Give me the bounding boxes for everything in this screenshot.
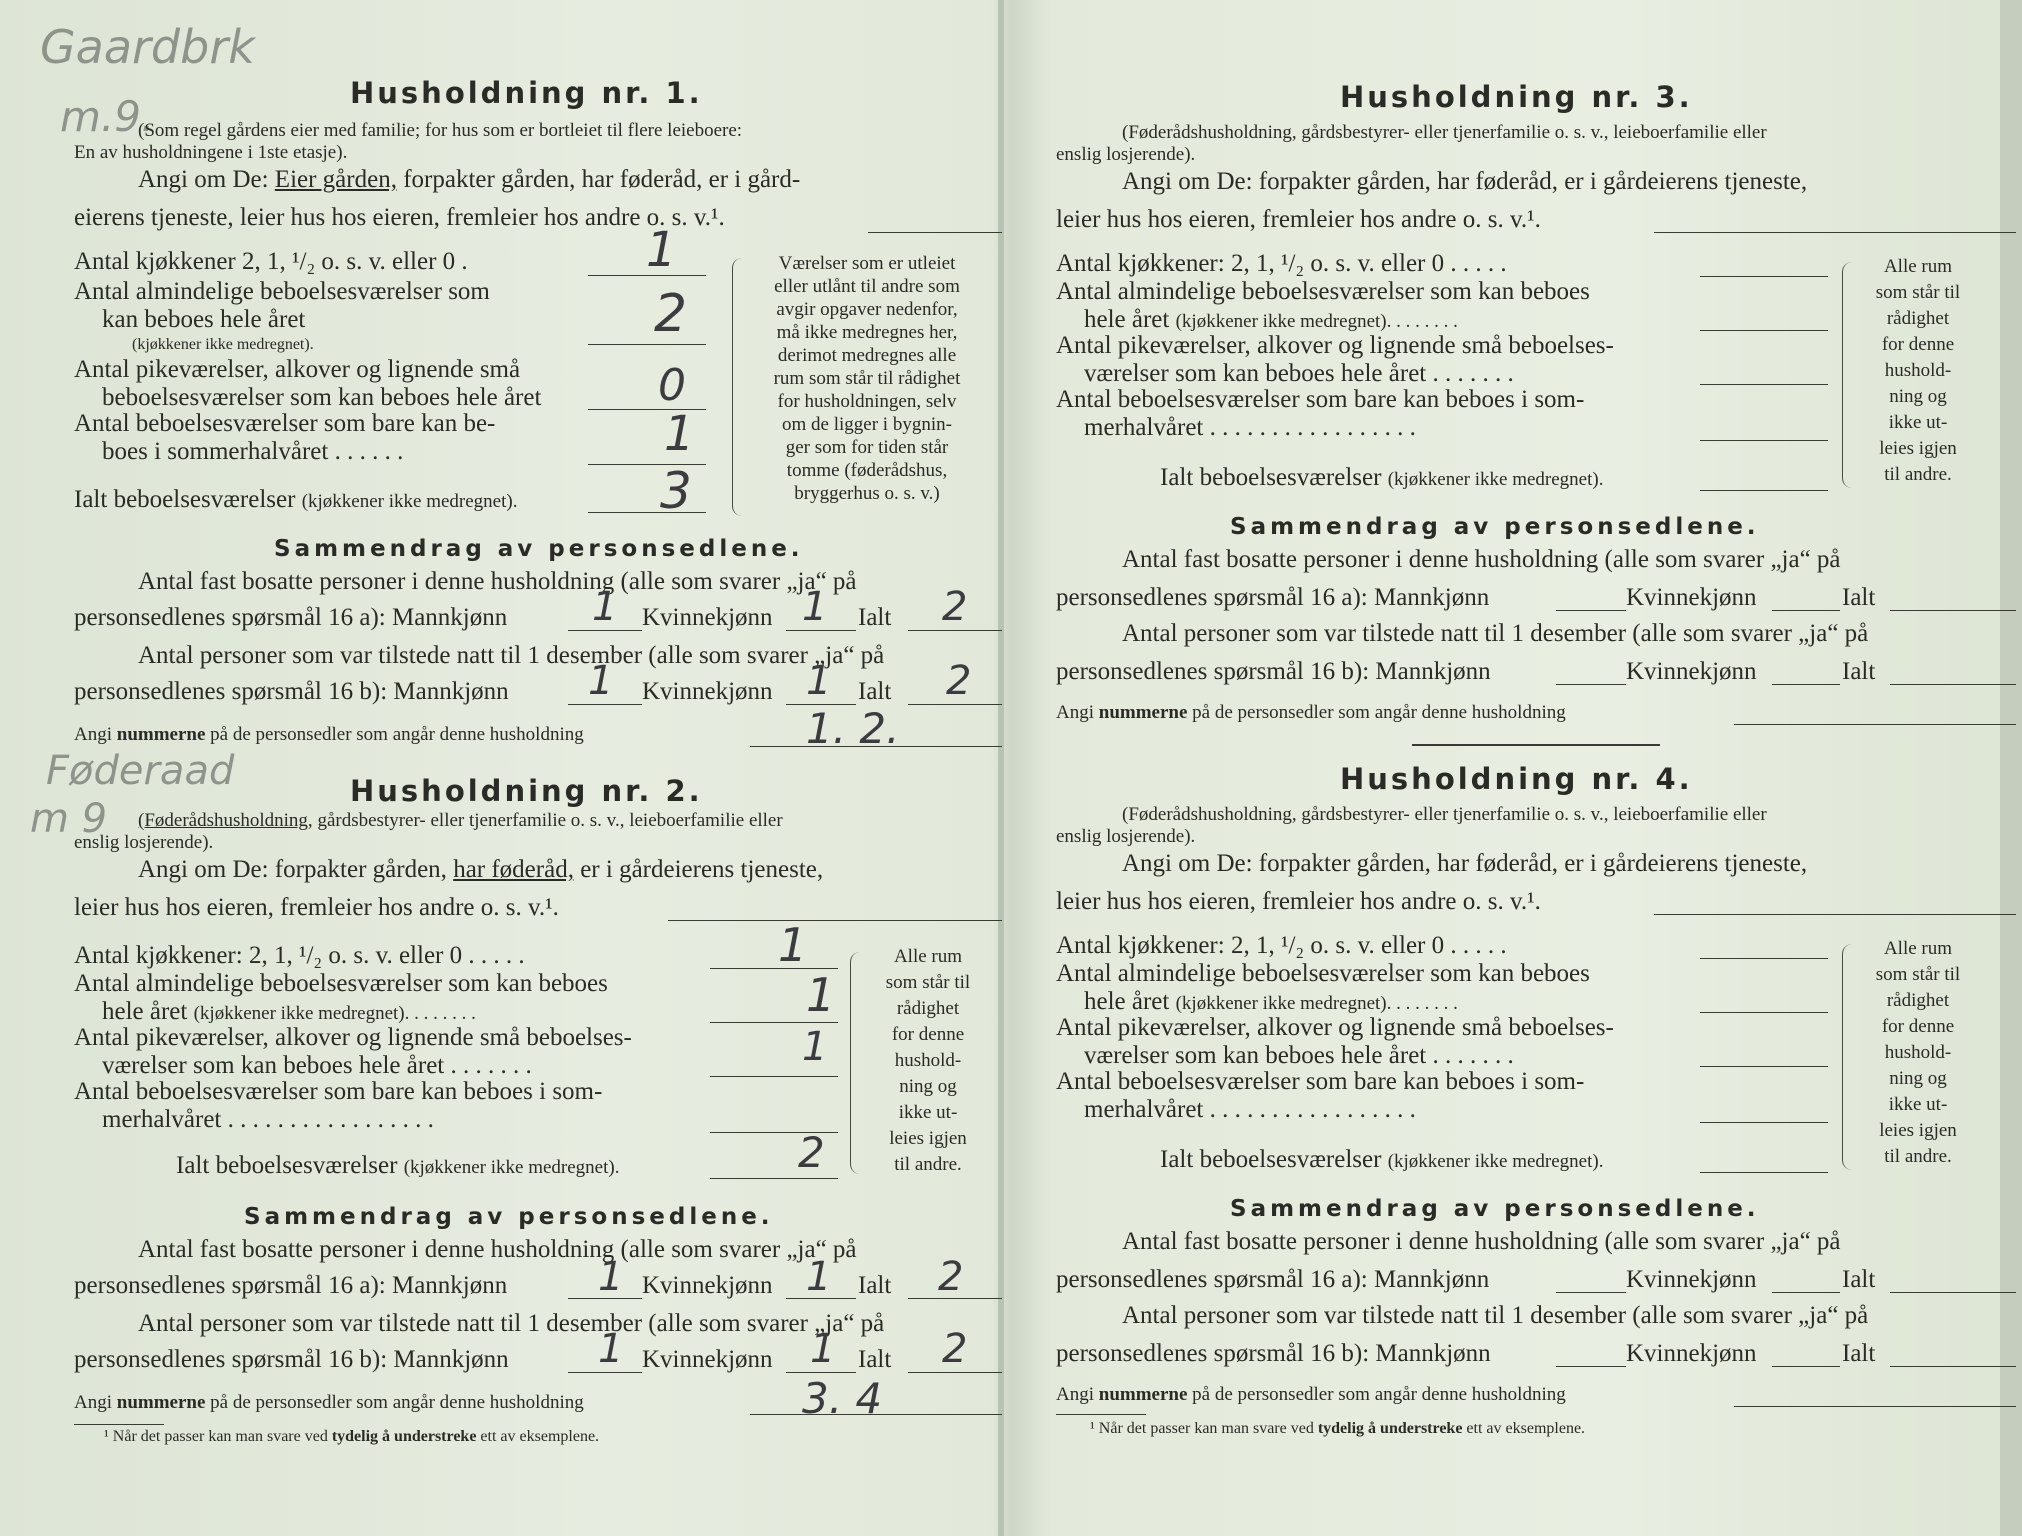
h4-summary-b-2: personsedlenes spørsmål 16 b): Mannkjønn	[1056, 1340, 1491, 1367]
h2-kjokken-value: 1	[778, 918, 808, 972]
h1-ialt-b: Ialt	[858, 678, 892, 705]
h4-ialt-text: Ialt beboelsesværelser	[1160, 1146, 1382, 1173]
h4-ialt-sub: (kjøkkener ikke medregnet).	[1387, 1151, 1604, 1172]
h3-note-line: Alle rum	[1883, 256, 1953, 277]
h2-ialt-sub: (kjøkkener ikke medregnet).	[403, 1157, 620, 1178]
h3-ialt-a: Ialt	[1842, 584, 1876, 611]
h2-kvinne-a-value: 1	[806, 1254, 832, 1300]
h3-summary-b-1: Antal personer som var tilstede natt til 1 desember (alle som svarer „ja“ på	[1122, 620, 1869, 647]
h1-pike-label-1: Antal pikeværelser, alkover og lignende små	[74, 356, 521, 383]
h3-note-line: rådighet	[1886, 308, 1950, 329]
h2-note-line: ning og	[899, 1076, 957, 1097]
h1-m-a-rule	[568, 630, 642, 631]
h3-i-a-rule	[1890, 610, 2016, 611]
h3-sommer-rule	[1700, 440, 1828, 441]
h2-sommer-label-2: merhalvåret . . . . . . . . . . . . . . . . .	[102, 1106, 434, 1133]
h4-ialt-rule	[1700, 1172, 1828, 1173]
h4-k-b-rule	[1772, 1366, 1840, 1367]
h4-note-line: ning og	[1889, 1068, 1947, 1089]
h2-m-b-rule	[568, 1372, 642, 1373]
h2-note-line: for denne	[891, 1024, 965, 1045]
margin-note-m9-1: m.9.	[60, 92, 155, 141]
h1-intro-2: En av husholdningene i 1ste etasje).	[74, 142, 348, 163]
h2-note-line: rådighet	[896, 998, 960, 1019]
h3-summary-b-2: personsedlenes spørsmål 16 b): Mannkjønn	[1056, 658, 1491, 685]
h1-ialt-value: 3	[660, 462, 692, 520]
h1-summary-a-2: personsedlenes spørsmål 16 a): Mannkjønn	[74, 604, 508, 631]
h1-sommer-label-2: boes i sommerhalvåret . . . . . .	[102, 438, 404, 465]
h3-note-line: som står til	[1875, 282, 1961, 303]
h4-num-bold: nummerne	[1098, 1384, 1188, 1405]
h1-angi-line-rule	[868, 232, 1002, 233]
h3-angi-line-1: Angi om De: forpakter gården, har føderåd, er i gårdeierens tjeneste,	[1122, 168, 1808, 195]
h2-mann-b-value: 1	[598, 1326, 624, 1372]
h1-alm-value: 2	[654, 284, 688, 344]
h3-alm-sub: (kjøkkener ikke medregnet). . . . . . . .	[1175, 311, 1458, 332]
h1-note-line: tomme (føderådshus,	[786, 460, 948, 481]
h1-intro-1: (Som regel gårdens eier med familie; for hus som er bortleiet til flere leieboere:	[138, 120, 743, 141]
h2-note-line: som står til	[885, 972, 971, 993]
h4-alm-helearet: hele året	[1084, 988, 1170, 1015]
h1-summary-b-2: personsedlenes spørsmål 16 b): Mannkjønn	[74, 678, 509, 705]
h1-note-line: rum som står til rådighet	[773, 368, 961, 389]
h4-fn-a: ¹ Når det passer kan man svare ved	[1090, 1420, 1314, 1437]
h4-angi-rule	[1654, 914, 2016, 915]
h4-note-line: som står til	[1875, 964, 1961, 985]
h3-kv-b: Kvinnekjønn	[1626, 658, 1757, 685]
h3-num-rest: på de personsedler som angår denne husholdning	[1192, 702, 1566, 723]
h4-ialt-b: Ialt	[1842, 1340, 1876, 1367]
h2-kjokken-label: Antal kjøkkener: 2, 1, ¹/₂ o. s. v. eller 0 . . . . .	[74, 942, 525, 969]
h3-note-line: leies igjen	[1879, 438, 1957, 459]
h4-summary-title: Sammendrag av personsedlene.	[1230, 1196, 1760, 1222]
h3-title: Husholdning nr. 3.	[1340, 80, 1693, 114]
h1-pike-value: 0	[658, 360, 686, 411]
h4-sommer-rule	[1700, 1122, 1828, 1123]
h4-kv-a: Kvinnekjønn	[1626, 1266, 1757, 1293]
margin-note-m9-2: m 9	[30, 796, 108, 842]
h2-ialt-b-value: 2	[942, 1326, 968, 1372]
h1-note	[742, 252, 992, 505]
h3-m-b-rule	[1556, 684, 1626, 685]
h4-alm-label-1: Antal almindelige beboelsesværelser som kan beboes	[1056, 960, 1590, 987]
h1-kv-b: Kvinnekjønn	[642, 678, 773, 705]
h3-alm-label-2	[1084, 306, 1458, 334]
h1-note-line: derimot medregnes alle	[777, 345, 957, 366]
h3-alm-label-1: Antal almindelige beboelsesværelser som kan beboes	[1056, 278, 1590, 305]
h1-note-line: bryggerhus o. s. v.)	[794, 483, 940, 504]
h4-kjokken-label: Antal kjøkkener: 2, 1, ¹/₂ o. s. v. eller 0 . . . . .	[1056, 932, 1507, 959]
h2-angi-foderad: har føderåd,	[453, 856, 574, 883]
h3-note-line: for denne	[1881, 334, 1955, 355]
h2-fn-c: ett av eksemplene.	[480, 1428, 600, 1445]
h1-alm-label-1: Antal almindelige beboelsesværelser som	[74, 278, 490, 305]
h2-intro-rest: gårdsbestyrer- eller tjenerfamilie o. s. v., leieboerfamilie eller	[317, 810, 783, 831]
h3-k-b-rule	[1772, 684, 1840, 685]
h2-ialt-rule	[710, 1178, 838, 1179]
h2-fn-a: ¹ Når det passer kan man svare ved	[104, 1428, 328, 1445]
h2-summary-a-1: Antal fast bosatte personer i denne husholdning (alle som svarer „ja“ på	[138, 1236, 857, 1263]
h4-num-angi: Angi	[1056, 1384, 1094, 1405]
h2-note-line: hushold-	[894, 1050, 962, 1071]
h3-pike-rule	[1700, 384, 1828, 385]
h3-alm-rule	[1700, 330, 1828, 331]
h2-num-bold: nummerne	[116, 1392, 206, 1413]
h1-num-rest: på de personsedler som angår denne husholdning	[210, 724, 584, 745]
h1-pike-label-2: beboelsesværelser som kan beboes hele året	[102, 384, 542, 411]
h2-ialt-label	[176, 1152, 619, 1180]
h3-summary-title: Sammendrag av personsedlene.	[1230, 514, 1760, 540]
h4-kv-b: Kvinnekjønn	[1626, 1340, 1757, 1367]
h2-k-b-rule	[786, 1372, 856, 1373]
h3-note	[1848, 254, 1988, 488]
h4-kjokken-rule	[1700, 958, 1828, 959]
h4-nummerne-label	[1056, 1384, 1566, 1406]
h4-m-a-rule	[1556, 1292, 1626, 1293]
h4-footnote	[1090, 1420, 1585, 1438]
h1-ialt-text: Ialt beboelsesværelser	[74, 486, 296, 513]
h1-m-b-rule	[568, 704, 642, 705]
h2-note-line: til andre.	[894, 1154, 962, 1175]
h4-note	[1848, 936, 1988, 1170]
h1-sommer-label-1: Antal beboelsesværelser som bare kan be-	[74, 410, 496, 437]
h1-kvinne-a-value: 1	[802, 584, 828, 630]
h1-note-line: eller utlånt til andre som	[774, 276, 960, 297]
h4-note-line: hushold-	[1884, 1042, 1952, 1063]
h2-angi-rule	[668, 920, 1002, 921]
h1-alm-label-2: kan beboes hele året	[102, 306, 306, 333]
h4-intro-2: enslig losjerende).	[1056, 826, 1196, 847]
h1-mann-b-value: 1	[588, 658, 614, 704]
h4-title: Husholdning nr. 4.	[1340, 762, 1693, 796]
h3-note-line: til andre.	[1884, 464, 1952, 485]
h1-ialt-sub: (kjøkkener ikke medregnet).	[301, 491, 518, 512]
h1-num-angi: Angi	[74, 724, 112, 745]
h4-note-line: leies igjen	[1879, 1120, 1957, 1141]
h3-ialt-text: Ialt beboelsesværelser	[1160, 464, 1382, 491]
h4-i-b-rule	[1890, 1366, 2016, 1367]
h2-pike-label-1: Antal pikeværelser, alkover og lignende små beboelses-	[74, 1024, 632, 1051]
h2-kv-b: Kvinnekjønn	[642, 1346, 773, 1373]
h1-angi-line-2: eierens tjeneste, leier hus hos eieren, fremleier hos andre o. s. v.¹.	[74, 204, 725, 231]
h1-nummerne-label	[74, 724, 584, 746]
h2-angi-line-1	[138, 856, 823, 884]
h2-angi-a: Angi om De: forpakter gården,	[138, 856, 447, 883]
h3-pike-label-1: Antal pikeværelser, alkover og lignende små beboelses-	[1056, 332, 1614, 359]
h2-alm-rule	[710, 1022, 838, 1023]
h3-kjokken-rule	[1700, 276, 1828, 277]
h4-fn-b: tydelig å understreke	[1317, 1420, 1463, 1437]
section-divider	[1412, 744, 1660, 746]
h1-note-line: Værelser som er utleiet	[778, 253, 956, 274]
h2-summary-b-2: personsedlenes spørsmål 16 b): Mannkjønn	[74, 1346, 509, 1373]
h3-nummerne-label	[1056, 702, 1566, 724]
h4-note-line: rådighet	[1886, 990, 1950, 1011]
h3-intro-2: enslig losjerende).	[1056, 144, 1196, 165]
h2-note-line: leies igjen	[889, 1128, 967, 1149]
h2-pike-label-2: værelser som kan beboes hele året . . . . . . .	[102, 1052, 532, 1079]
h2-footnote	[104, 1428, 599, 1446]
h2-intro-underlined: (Føderådshusholdning,	[138, 810, 313, 831]
h3-angi-line-2: leier hus hos eieren, fremleier hos andre o. s. v.¹.	[1056, 206, 1541, 233]
h3-note-line: ikke ut-	[1888, 412, 1948, 433]
h2-ialt-value: 2	[798, 1128, 825, 1177]
h3-ialt-b: Ialt	[1842, 658, 1876, 685]
h2-num-angi: Angi	[74, 1392, 112, 1413]
h1-alm-label-3: (kjøkkener ikke medregnet).	[132, 336, 314, 353]
h1-note-line: må ikke medregnes her,	[776, 322, 958, 343]
h1-title: Husholdning nr. 1.	[350, 76, 703, 110]
h4-summary-b-1: Antal personer som var tilstede natt til 1 desember (alle som svarer „ja“ på	[1122, 1302, 1869, 1329]
h1-numbers-value: 1. 2.	[806, 704, 900, 753]
h3-note-line: ning og	[1889, 386, 1947, 407]
h2-summary-a-2: personsedlenes spørsmål 16 a): Mannkjønn	[74, 1272, 508, 1299]
h2-nummerne-label	[74, 1392, 584, 1414]
h3-i-b-rule	[1890, 684, 2016, 685]
h3-kjokken-label: Antal kjøkkener: 2, 1, ¹/₂ o. s. v. eller 0 . . . . .	[1056, 250, 1507, 277]
h2-alm-value: 1	[806, 968, 836, 1022]
h2-alm-helearet: hele året	[102, 998, 188, 1025]
h3-sommer-label-1: Antal beboelsesværelser som bare kan beboes i som-	[1056, 386, 1585, 413]
h1-summary-a-1: Antal fast bosatte personer i denne husholdning (alle som svarer „ja“ på	[138, 568, 857, 595]
h4-numbers-rule	[1734, 1406, 2016, 1407]
h1-angi-rest: forpakter gården, har føderåd, er i gård-	[403, 166, 801, 193]
h4-alm-label-2	[1084, 988, 1458, 1016]
h2-fn-b: tydelig å understreke	[331, 1428, 477, 1445]
h4-fn-c: ett av eksemplene.	[1466, 1420, 1586, 1437]
h2-alm-label-1: Antal almindelige beboelsesværelser som kan beboes	[74, 970, 608, 997]
h2-alm-sub: (kjøkkener ikke medregnet). . . . . . . .	[193, 1003, 476, 1024]
h4-ialt-label	[1160, 1146, 1603, 1174]
h2-mann-a-value: 1	[598, 1254, 624, 1300]
h4-alm-sub: (kjøkkener ikke medregnet). . . . . . . .	[1175, 993, 1458, 1014]
h4-pike-label-1: Antal pikeværelser, alkover og lignende små beboelses-	[1056, 1014, 1614, 1041]
h4-pike-rule	[1700, 1066, 1828, 1067]
h1-angi-line-1	[138, 166, 800, 194]
h2-kvinne-b-value: 1	[810, 1326, 836, 1372]
h1-ialt-b-value: 2	[946, 658, 972, 704]
h3-pike-label-2: værelser som kan beboes hele året . . . . . . .	[1084, 360, 1514, 387]
h4-note-line: Alle rum	[1883, 938, 1953, 959]
h2-summary-title: Sammendrag av personsedlene.	[244, 1204, 774, 1230]
h2-footnote-rule	[74, 1424, 164, 1425]
h2-alm-label-2	[102, 998, 476, 1026]
h4-note-line: for denne	[1881, 1016, 1955, 1037]
h3-ialt-label	[1160, 464, 1603, 492]
h4-m-b-rule	[1556, 1366, 1626, 1367]
h2-kv-a: Kvinnekjønn	[642, 1272, 773, 1299]
h1-kvinne-b-value: 1	[806, 658, 832, 704]
h1-k-a-rule	[786, 630, 856, 631]
h4-angi-line-1: Angi om De: forpakter gården, har føderåd, er i gårdeierens tjeneste,	[1122, 850, 1808, 877]
h1-note-line: avgir opgaver nedenfor,	[776, 299, 958, 320]
h1-note-line: ger som for tiden står	[785, 437, 949, 458]
h2-ialt-b: Ialt	[858, 1346, 892, 1373]
h2-pike-rule	[710, 1076, 838, 1077]
h3-numbers-rule	[1734, 724, 2016, 725]
h4-num-rest: på de personsedler som angår denne husholdning	[1192, 1384, 1566, 1405]
h1-summary-b-1: Antal personer som var tilstede natt til 1 desember (alle som svarer „ja“ på	[138, 642, 885, 669]
h4-alm-rule	[1700, 1012, 1828, 1013]
h4-sommer-label-2: merhalvåret . . . . . . . . . . . . . . . . .	[1084, 1096, 1416, 1123]
h4-note-line: ikke ut-	[1888, 1094, 1948, 1115]
h1-ialt-label	[74, 486, 517, 514]
h4-sommer-label-1: Antal beboelsesværelser som bare kan beboes i som-	[1056, 1068, 1585, 1095]
h2-note-line: ikke ut-	[898, 1102, 958, 1123]
h4-note-line: til andre.	[1884, 1146, 1952, 1167]
h4-k-a-rule	[1772, 1292, 1840, 1293]
h2-pike-value: 1	[802, 1024, 828, 1070]
h2-summary-b-1: Antal personer som var tilstede natt til 1 desember (alle som svarer „ja“ på	[138, 1310, 885, 1337]
h4-summary-a-1: Antal fast bosatte personer i denne husholdning (alle som svarer „ja“ på	[1122, 1228, 1841, 1255]
h1-note-line: om de ligger i bygnin-	[782, 414, 952, 435]
margin-note-foderaad: Føderaad	[46, 748, 235, 794]
h4-intro-1: (Føderådshusholdning, gårdsbestyrer- eller tjenerfamilie o. s. v., leieboerfamilie eller	[1122, 804, 1767, 825]
h1-kv-a: Kvinnekjønn	[642, 604, 773, 631]
h4-i-a-rule	[1890, 1292, 2016, 1293]
h1-summary-title: Sammendrag av personsedlene.	[274, 536, 804, 562]
h2-intro-2: enslig losjerende).	[74, 832, 214, 853]
h2-note	[858, 944, 998, 1178]
h2-intro-1	[138, 810, 783, 832]
h3-ialt-sub: (kjøkkener ikke medregnet).	[1387, 469, 1604, 490]
right-page	[1056, 0, 2016, 1536]
h3-kv-a: Kvinnekjønn	[1626, 584, 1757, 611]
h1-i-a-rule	[908, 630, 1002, 631]
h1-i-b-rule	[908, 704, 1002, 705]
h4-ialt-a: Ialt	[1842, 1266, 1876, 1293]
h4-pike-label-2: værelser som kan beboes hele året . . . . . . .	[1084, 1042, 1514, 1069]
h3-m-a-rule	[1556, 610, 1626, 611]
h1-alm-rule	[588, 344, 706, 345]
h1-angi-eier: Eier gården,	[274, 166, 397, 193]
h2-ialt-a-value: 2	[938, 1254, 964, 1300]
h3-ialt-rule	[1700, 490, 1828, 491]
h2-ialt-a: Ialt	[858, 1272, 892, 1299]
h1-ialt-a: Ialt	[858, 604, 892, 631]
h4-angi-line-2: leier hus hos eieren, fremleier hos andre o. s. v.¹.	[1056, 888, 1541, 915]
h3-num-bold: nummerne	[1098, 702, 1188, 723]
h2-note-line: Alle rum	[893, 946, 963, 967]
h1-angi-prefix: Angi om De:	[138, 166, 269, 193]
h3-sommer-label-2: merhalvåret . . . . . . . . . . . . . . . . .	[1084, 414, 1416, 441]
h1-ialt-a-value: 2	[942, 584, 968, 630]
h2-angi-line-2: leier hus hos eieren, fremleier hos andre o. s. v.¹.	[74, 894, 559, 921]
h2-numbers-value: 3. 4	[802, 1374, 883, 1423]
h3-angi-rule	[1654, 232, 2016, 233]
h1-note-line: for husholdningen, selv	[777, 391, 957, 412]
h2-title: Husholdning nr. 2.	[350, 774, 703, 808]
h3-summary-a-2: personsedlenes spørsmål 16 a): Mannkjønn	[1056, 584, 1490, 611]
h1-num-bold: nummerne	[116, 724, 206, 745]
h2-num-rest: på de personsedler som angår denne husholdning	[210, 1392, 584, 1413]
left-page	[58, 0, 1018, 1536]
h1-kjokken-label: Antal kjøkkener 2, 1, ¹/₂ o. s. v. eller 0 .	[74, 248, 468, 275]
h3-alm-helearet: hele året	[1084, 306, 1170, 333]
h3-summary-a-1: Antal fast bosatte personer i denne husholdning (alle som svarer „ja“ på	[1122, 546, 1841, 573]
h3-k-a-rule	[1772, 610, 1840, 611]
h1-mann-a-value: 1	[592, 584, 618, 630]
h1-kjokken-value: 1	[646, 222, 677, 278]
h2-i-b-rule	[908, 1372, 1002, 1373]
margin-note-top: Gaardbrk	[40, 20, 255, 74]
h3-note-line: hushold-	[1884, 360, 1952, 381]
h3-num-angi: Angi	[1056, 702, 1094, 723]
h2-sommer-label-1: Antal beboelsesværelser som bare kan beboes i som-	[74, 1078, 603, 1105]
h4-footnote-rule	[1056, 1414, 1146, 1415]
h2-angi-b: er i gårdeierens tjeneste,	[580, 856, 824, 883]
h2-ialt-text: Ialt beboelsesværelser	[176, 1152, 398, 1179]
h3-intro-1: (Føderådshusholdning, gårdsbestyrer- eller tjenerfamilie o. s. v., leieboerfamilie eller	[1122, 122, 1767, 143]
h1-sommer-value: 1	[664, 406, 695, 462]
h4-summary-a-2: personsedlenes spørsmål 16 a): Mannkjønn	[1056, 1266, 1490, 1293]
